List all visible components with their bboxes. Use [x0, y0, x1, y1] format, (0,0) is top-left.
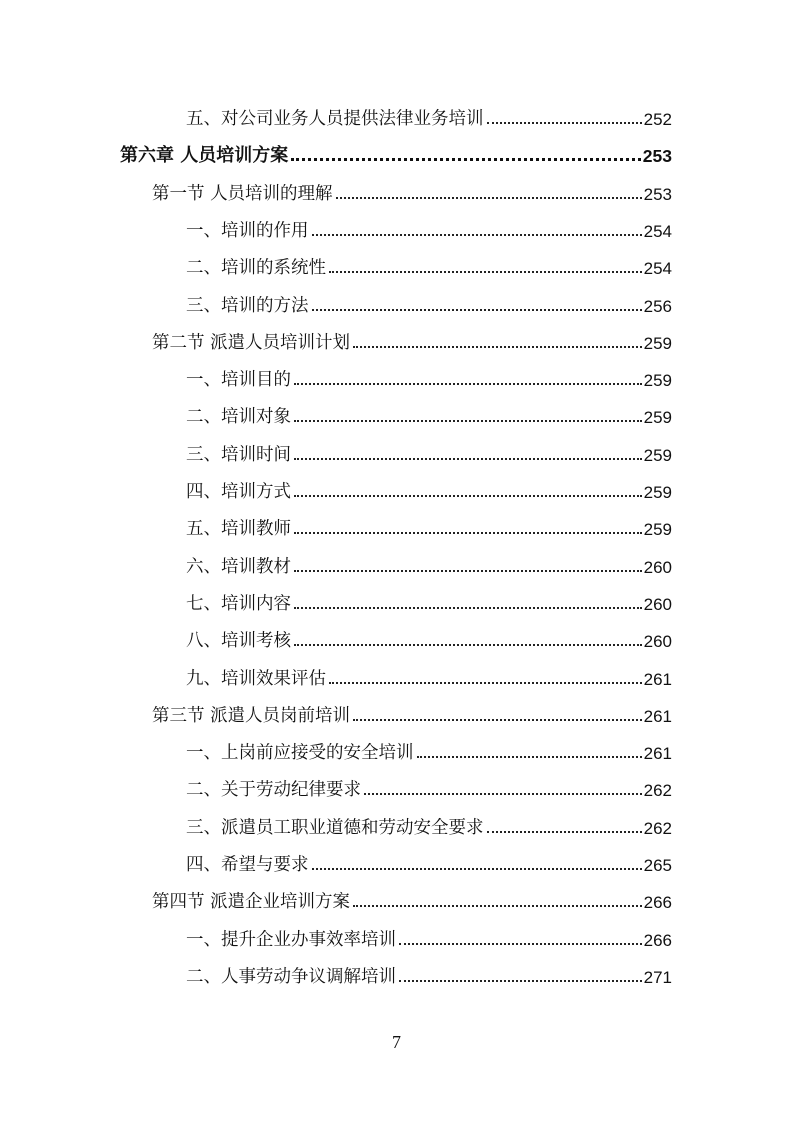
page-number: 7 — [392, 1032, 401, 1052]
toc-entry-page: 260 — [643, 557, 672, 577]
toc-entry-page: 259 — [643, 408, 672, 428]
toc-subsection-entry[interactable] — [186, 398, 672, 428]
toc-dot-leader — [353, 895, 642, 907]
toc-section-entry[interactable] — [152, 883, 672, 913]
toc-entry-title: 四、培训方式 — [186, 482, 291, 502]
toc-entry-title: 二、人事劳动争议调解培训 — [186, 966, 396, 987]
toc-entry-page: 253 — [642, 146, 672, 167]
toc-subsection-entry[interactable] — [186, 100, 672, 130]
toc-subsection-entry[interactable] — [186, 734, 672, 764]
toc-subsection-entry[interactable] — [186, 622, 672, 652]
toc-subsection-entry[interactable] — [186, 958, 672, 988]
toc-subsection-entry[interactable] — [186, 212, 672, 242]
toc-entry-page: 262 — [643, 781, 672, 801]
toc-dot-leader — [353, 709, 642, 721]
toc-entry-page: 261 — [643, 669, 672, 689]
toc-entry-title: 三、培训时间 — [186, 444, 291, 465]
toc-entry-page: 261 — [643, 706, 672, 726]
toc-dot-leader — [353, 336, 642, 348]
toc-dot-leader — [312, 299, 642, 311]
toc-entry-title: 三、派遣员工职业道德和劳动安全要求 — [186, 817, 484, 838]
toc-dot-leader — [294, 410, 642, 422]
toc-entry-page: 260 — [643, 632, 672, 652]
toc-entry-page: 261 — [643, 744, 672, 764]
toc-entry-title: 一、培训目的 — [186, 370, 291, 391]
toc-subsection-entry[interactable] — [186, 287, 672, 317]
toc-dot-leader — [294, 560, 642, 572]
toc-entry-page: 259 — [643, 333, 672, 353]
toc-dot-leader — [329, 672, 642, 684]
toc-dot-leader — [336, 187, 642, 199]
toc-entry-page: 253 — [643, 184, 672, 204]
toc-entry-title: 二、培训的系统性 — [186, 258, 326, 279]
toc-dot-leader — [417, 746, 642, 758]
toc-subsection-entry[interactable] — [186, 660, 672, 690]
toc-entry-page: 256 — [643, 296, 672, 316]
toc-section-entry[interactable] — [152, 324, 672, 354]
toc-subsection-entry[interactable] — [186, 548, 672, 578]
toc-entry-page: 254 — [643, 259, 672, 279]
toc-dot-leader — [291, 148, 641, 161]
toc-dot-leader — [487, 821, 642, 833]
toc-entry-title: 一、提升企业办事效率培训 — [186, 929, 396, 950]
toc-entry-title: 第一节 人员培训的理解 — [152, 183, 333, 204]
toc-entry-page: 271 — [643, 967, 672, 987]
toc-dot-leader — [294, 448, 642, 460]
toc-entry-title: 六、培训教材 — [186, 556, 291, 577]
toc-entry-title: 五、对公司业务人员提供法律业务培训 — [186, 109, 484, 129]
toc-dot-leader — [294, 485, 642, 497]
toc-entry-title: 第四节 派遣企业培训方案 — [152, 892, 351, 913]
toc-entry-page: 259 — [643, 445, 672, 465]
toc-entry-title: 三、培训的方法 — [186, 295, 309, 316]
toc-entry-title: 一、培训的作用 — [186, 220, 309, 241]
toc-entry-page: 265 — [643, 856, 672, 875]
toc-dot-leader — [294, 634, 642, 646]
toc-subsection-entry[interactable] — [186, 809, 672, 839]
toc-dot-leader — [399, 970, 642, 982]
toc-entry-page: 254 — [643, 221, 672, 241]
toc-dot-leader — [329, 261, 642, 273]
toc-entry-title: 九、培训效果评估 — [186, 668, 326, 689]
toc-entry-page: 266 — [643, 893, 672, 913]
toc-dot-leader — [399, 933, 642, 945]
toc-entry-page: 252 — [643, 110, 672, 129]
toc-dot-leader — [487, 112, 642, 124]
toc-entry-page: 260 — [643, 594, 672, 614]
toc-chapter-entry[interactable] — [120, 137, 672, 167]
toc-entry-title: 第二节 派遣人员培训计划 — [152, 332, 351, 353]
toc-dot-leader — [364, 783, 642, 795]
toc-subsection-entry[interactable] — [186, 585, 672, 615]
toc-entry-title: 第六章 人员培训方案 — [120, 145, 289, 167]
toc-dot-leader — [312, 858, 642, 870]
toc-subsection-entry[interactable] — [186, 361, 672, 391]
toc-entry-title: 一、上岗前应接受的安全培训 — [186, 743, 414, 764]
toc-entry-title: 第三节 派遣人员岗前培训 — [152, 705, 351, 726]
toc-subsection-entry[interactable] — [186, 436, 672, 466]
toc-subsection-entry[interactable] — [186, 921, 672, 951]
toc-entry-page: 262 — [643, 818, 672, 838]
toc-subsection-entry[interactable] — [186, 249, 672, 279]
toc-section-entry[interactable] — [152, 175, 672, 205]
toc-dot-leader — [294, 597, 642, 609]
toc-section-entry[interactable] — [152, 697, 672, 727]
toc-subsection-entry[interactable] — [186, 846, 672, 876]
toc-entry-title: 二、关于劳动纪律要求 — [186, 780, 361, 801]
toc-entry-page: 259 — [643, 371, 672, 391]
toc-entry-title: 四、希望与要求 — [186, 855, 309, 875]
toc-entry-title: 八、培训考核 — [186, 631, 291, 652]
toc-dot-leader — [294, 522, 642, 534]
toc-entry-title: 二、培训对象 — [186, 407, 291, 428]
toc-dot-leader — [312, 224, 642, 236]
toc-entry-page: 259 — [643, 483, 672, 502]
toc-entry-page: 266 — [643, 930, 672, 950]
toc-subsection-entry[interactable] — [186, 771, 672, 801]
toc-subsection-entry[interactable] — [186, 510, 672, 540]
toc-entry-page: 259 — [643, 520, 672, 540]
toc-subsection-entry[interactable] — [186, 473, 672, 503]
toc-entry-title: 五、培训教师 — [186, 519, 291, 540]
toc-entry-title: 七、培训内容 — [186, 593, 291, 614]
toc-dot-leader — [294, 373, 642, 385]
